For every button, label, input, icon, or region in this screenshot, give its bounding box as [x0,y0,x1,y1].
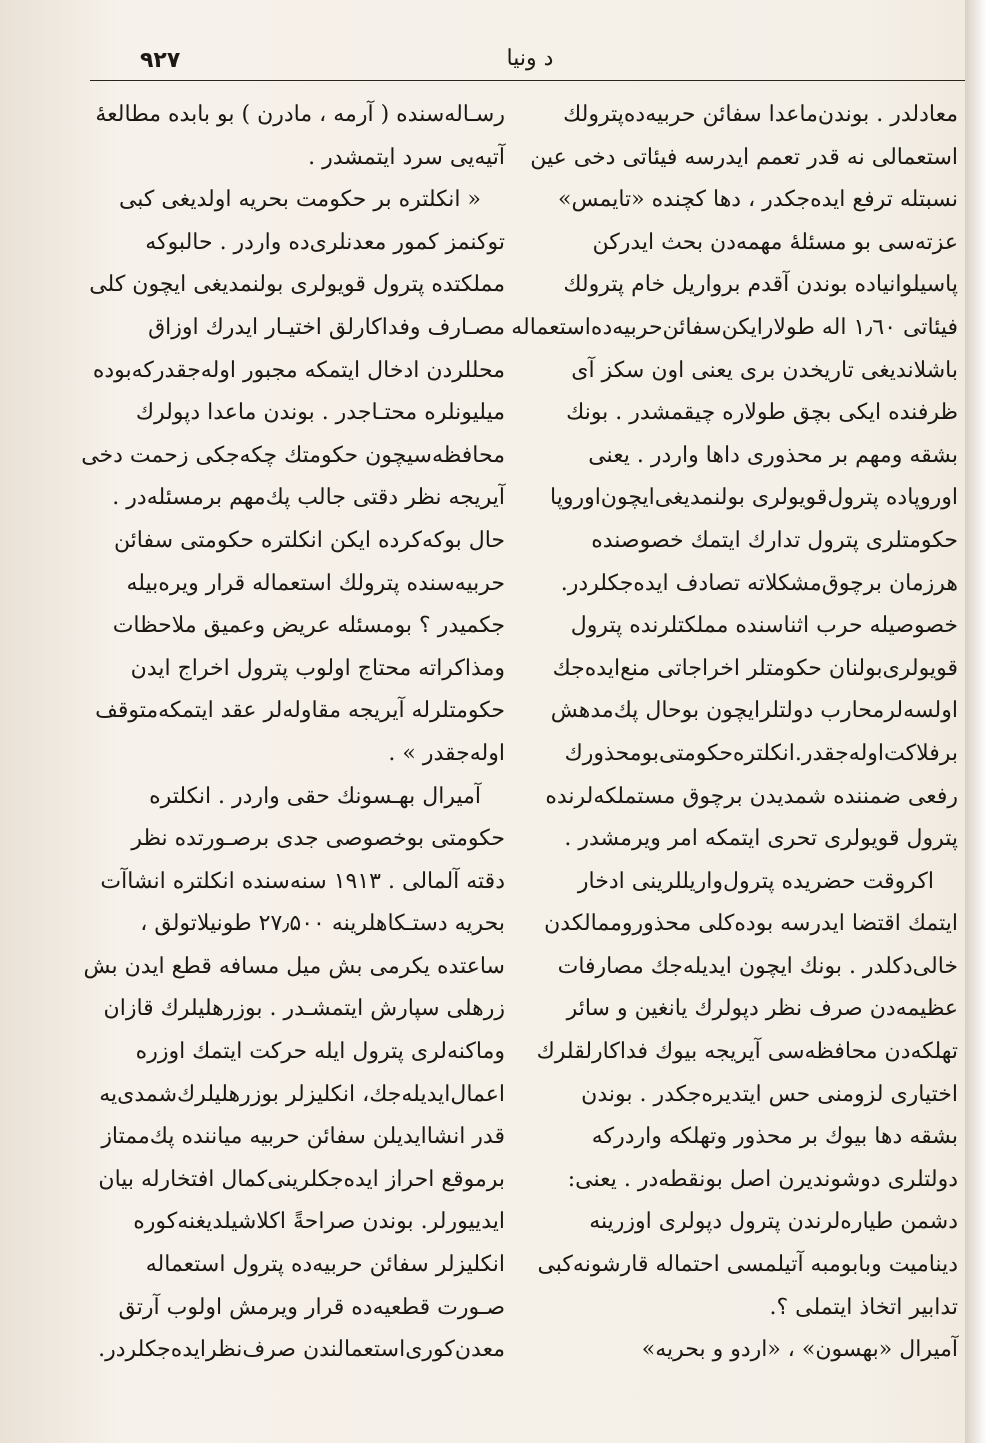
text-line: رسـاله‌سنده ( آرمه ، مادرن ) بو بابده مطالعهٔ [95,102,505,127]
page-edge-shadow [965,0,987,1443]
text-line: زرهلی سپارش ایتمشـدر . بوزرهلیلرك قازان [103,996,505,1022]
page-number: ٩٢٧ [140,48,181,73]
text-line: ایدییورلر. بوندن صراحةً اکلاشیلدیغنه‌کوره [133,1209,505,1235]
text-line: عزته‌سی بو مسئله‌ٔ مهمه‌دن بحث ایدرکن [592,229,958,255]
text-line: دولتلری دوشوندیرن اصل بونقطه‌در . یعنی: [567,1166,958,1192]
text-line: اولسه‌لرمحارب دولتلرایچون بوحال پك‌مدهش [550,698,958,724]
text-line: دینامیت وبابومبه آتیلمسی احتماله قارشونه‌کبی [537,1252,958,1278]
text-line: اختیاری لزومنی حس ایتدیره‌جکدر . بوندن [581,1081,958,1107]
text-line: پترول قویولری تحری ایتمکه امر ویرمشدر . [564,826,958,852]
text-line: وماکنه‌لری پترول ایله حرکت ایتمك اوزره [135,1039,505,1065]
text-line: دقته آلمالی . ۱۹۱۳ سنه‌سنده انکلتره انشاآت [100,868,505,894]
text-line: خالی‌دکلدر . بونك ایچون ایدیله‌جك مصارفات [557,953,958,979]
text-line: اوله‌جقدر » . [388,740,505,766]
text-line: قویولری‌بولنان حکومتلر اخراجاتی منع‌ایده‌جك [552,655,958,681]
text-line: باشلاندیغی تاریخدن بری یعنی اون سکز آی [571,357,958,383]
text-line: معادلدر . بوندن‌ماعدا سفائن حربیه‌ده‌پترولك [563,102,958,127]
text-line: قدر انشاایدیلن سفائن حربیه میاننده پك‌ممتاز [101,1124,505,1150]
text-line: ساعتده یکرمی بش میل مسافه قطع ایدن بش [83,953,505,979]
text-line: میلیونلره محتـاجدر . بوندن ماعدا دپولرك [135,400,505,426]
header-rule [90,80,965,81]
text-line: تهلکه‌دن محافظه‌سی آیریجه بیوك فداکارلقلرك [536,1039,958,1065]
text-line: حربیه‌سنده پترولك استعماله قرار ویره‌بیله‌ [126,570,505,596]
text-line: حال بوکه‌کرده ایکن انکلتره حکومتی سفائن [113,527,505,553]
text-line: ایتمك اقتضا ایدرسه بوده‌کلی محذوروممالکدن [544,911,958,937]
text-line: اوروپاده پترول‌قویولری بولنمدیغی‌ایچون‌اوروپا [550,485,958,511]
text-line: محافظه‌سیچون حکومتك چکه‌جکی زحمت دخی [81,442,505,468]
text-line: جکمیدر ؟ بومسئله عریض وعمیق ملاحظات [112,613,505,639]
text-line: دشمن طیاره‌لرندن پترول دپولری اوزرینه [589,1209,958,1235]
text-line: برفلاکت‌اوله‌جقدر.انکلتره‌حکومتی‌بومحذورك [564,740,958,766]
text-line: حکومتلری پترول تدارك ایتمك خصوصنده [591,527,958,553]
text-line: بشقه دها بیوك بر محذور وتهلکه واردرکه [591,1124,958,1150]
text-line: آمیرال بهـسونك حقی واردر . انکلتره [149,783,481,809]
text-line: انکلیزلر سفائن حربیه‌ده پترول استعماله [145,1252,505,1278]
text-line: پاسیلوانیاده بوندن آقدم برواریل خام پترولك [563,272,958,298]
text-line: محللردن ادخال ایتمکه مجبور اوله‌جقدرکه‌بوده [92,357,505,383]
text-line: حکومتی بوخصوصی جدی برصـورتده نظر [131,826,505,852]
text-line: مصـارف وفداکارلق اختیـار ایدرك اوزاق [148,314,505,340]
text-line: مملکتده پترول قویولری بولنمدیغی ایچون کلی [89,272,505,298]
text-line: آمیرال «بهسون» ، «اردو و بحریه» [641,1337,958,1363]
text-line: آتیه‌یی سرد ایتمشدر . [308,144,505,170]
text-line: خصوصیله حرب اثناسنده مملکتلرنده پترول [570,613,958,639]
text-line: اعمال‌ایدیله‌جك، انکلیزلر بوزرهلیلرك‌شمدی‌یه [99,1081,505,1107]
text-line: رفعی ضمننده شمدیدن برچوق مستملکه‌لرنده [545,783,958,809]
text-line: ومذاکراته محتاج اولوب پترول اخراج ایدن [130,655,505,681]
text-line: بشقه ومهم بر محذوری داها واردر . یعنی [588,442,958,468]
page-header [90,40,965,80]
text-line: برموقع احراز ایده‌جکلرینی‌کمال افتخارله بیان [98,1166,505,1192]
text-line: آیریجه نظر دقتی جالب پك‌مهم برمسئله‌در . [112,485,505,511]
text-line: بحریه دستـکاهلرینه ۲۷٫۵۰۰ طونیلاتولق ، [140,911,505,937]
text-line: توکنمز کمور معدنلری‌ده واردر . حالبوکه [145,229,505,255]
text-line: حکومتلرله آیریجه مقاوله‌لر عقد ایتمکه‌متوقف [95,698,505,724]
left-column [81,94,505,1372]
text-line: ظرفنده ایکی بچق طولاره چیقمشدر . بونك [566,400,958,426]
text-line: معدن‌کوری‌استعمالندن صرف‌نظرایده‌جکلردر. [98,1337,505,1363]
text-line: صـورت قطعیه‌ده قرار ویرمش اولوب آرتق [118,1294,505,1320]
text-line: تدابیر اتخاذ ایتملی ؟. [769,1294,958,1320]
text-line: هرزمان برچوق‌مشکلاته تصادف ایده‌جکلردر. [560,570,958,596]
text-line: فیئاتی ۱٫٦۰ اله طولارایکن‌سفائن‌حربیه‌ده‌استعماله [511,314,958,340]
text-line: اکروقت حضریده پترول‌واریللرینی ادخار [577,868,934,894]
text-line: نسبتله ترفع ایده‌جکدر ، دها کچنده «تایمس» [557,187,958,213]
right-column [511,94,958,1372]
text-line: عظیمه‌دن صرف نظر دپولرك یانغین و سائر [566,996,958,1022]
running-title: د ونیا [506,46,554,71]
text-line: استعمالی نه قدر تعمم ایدرسه فیئاتی دخی عین [530,144,958,170]
text-line: « انکلتره بر حکومت بحریه اولدیغی کبی [118,187,481,213]
